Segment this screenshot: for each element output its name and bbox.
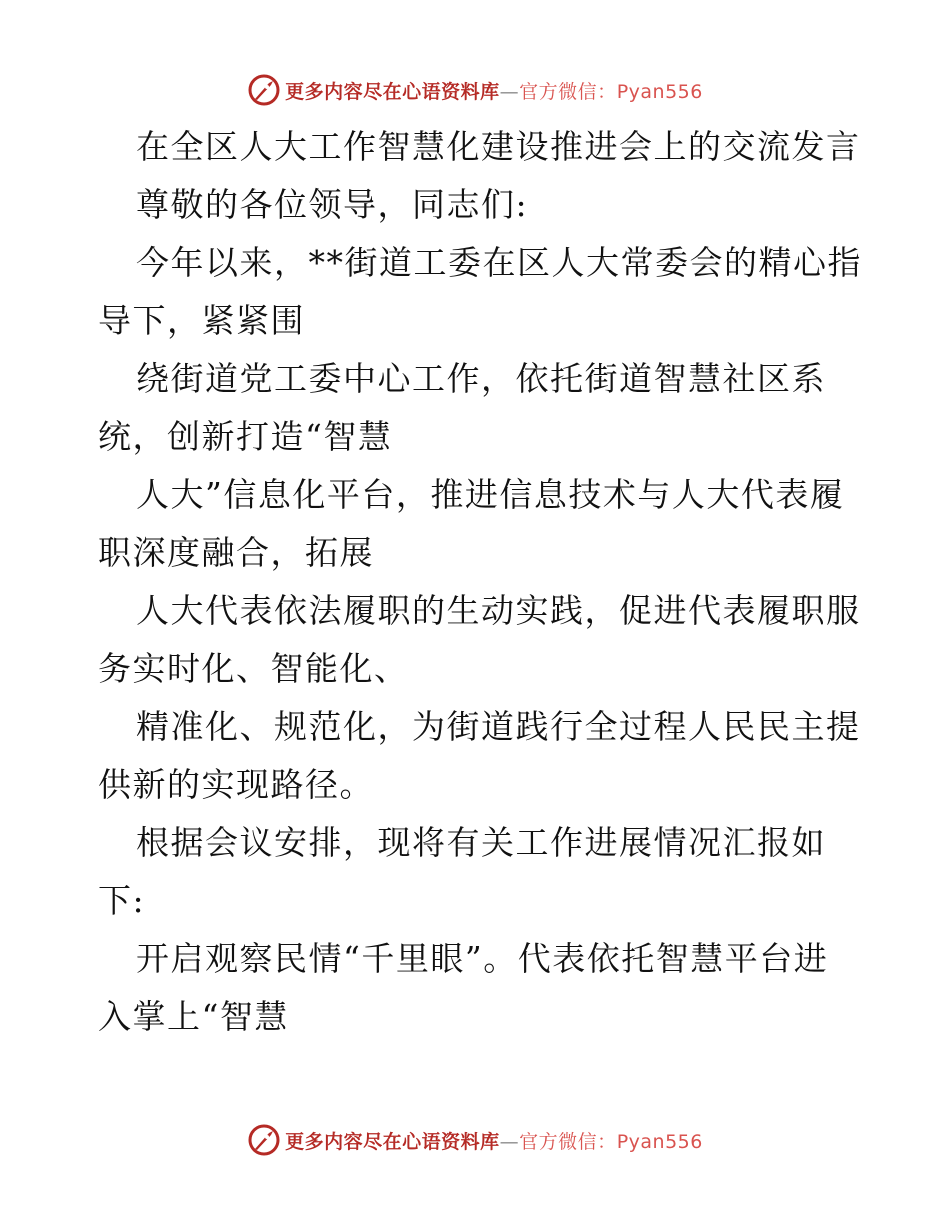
banner-wechat-id: Pyan556 <box>616 1130 703 1153</box>
banner-text <box>285 77 703 104</box>
banner-dash: — <box>499 1130 520 1153</box>
text-line: 务实时化、智能化、 <box>98 649 409 688</box>
text-line: 下: <box>98 881 146 920</box>
banner-brand: 更多内容尽在心语资料库 <box>285 80 500 103</box>
banner-wechat-label: 官方微信： <box>519 80 617 103</box>
header-banner <box>0 70 950 110</box>
banner-wechat-id: Pyan556 <box>616 80 703 103</box>
text-line: 人大代表依法履职的生动实践，促进代表履职服 <box>136 591 861 630</box>
banner-brand: 更多内容尽在心语资料库 <box>285 1130 500 1153</box>
text-line: 导下，紧紧围 <box>98 301 305 340</box>
text-line: 职深度融合，拓展 <box>98 533 374 572</box>
banner-text <box>285 1127 703 1154</box>
banner-dash: — <box>499 80 520 103</box>
text-line: 绕街道党工委中心工作，依托街道智慧社区系 <box>136 359 826 398</box>
document-body <box>98 118 862 1046</box>
text-line: 根据会议安排，现将有关工作进展情况汇报如 <box>136 823 826 862</box>
quill-circle-icon <box>247 73 281 107</box>
text-line: 供新的实现路径。 <box>98 765 374 804</box>
text-line: 入掌上“智慧 <box>98 997 289 1036</box>
text-line: 人大”信息化平台，推进信息技术与人大代表履 <box>136 475 845 514</box>
footer-banner <box>0 1120 950 1160</box>
quill-circle-icon <box>247 1123 281 1157</box>
text-line: 尊敬的各位领导，同志们: <box>136 185 529 224</box>
text-line: 统，创新打造“智慧 <box>98 417 393 456</box>
text-line: 在全区人大工作智慧化建设推进会上的交流发言 <box>136 127 861 166</box>
text-line: 开启观察民情“千里眼”。代表依托智慧平台进 <box>136 939 829 978</box>
text-line: 精准化、规范化，为街道践行全过程人民民主提 <box>136 707 861 746</box>
text-line: 今年以来，**街道工委在区人大常委会的精心指 <box>136 243 862 282</box>
banner-wechat-label: 官方微信： <box>519 1130 617 1153</box>
